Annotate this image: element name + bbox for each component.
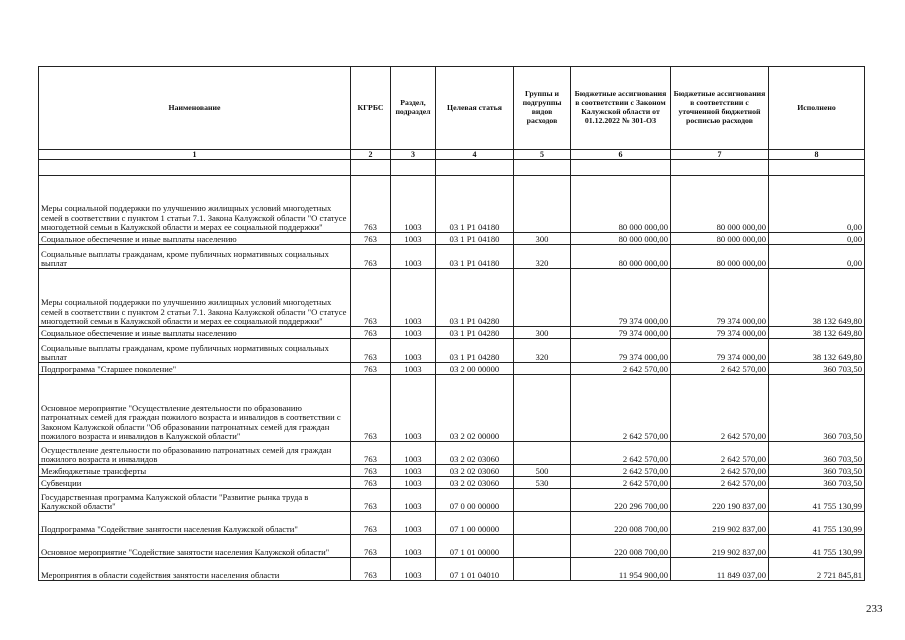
cell-law-amount: 2 642 570,00	[571, 442, 671, 465]
table-row	[39, 233, 865, 245]
cell-plan-amount: 80 000 000,00	[671, 233, 769, 245]
column-number: 6	[571, 150, 671, 160]
cell-executed-amount: 360 703,50	[769, 465, 865, 477]
cell-kgrbs: 763	[351, 442, 391, 465]
cell-expense-group: 320	[514, 339, 571, 363]
cell-kgrbs: 763	[351, 535, 391, 558]
cell-name: Социальные выплаты гражданам, кроме публичных нормативных социальных выплат	[39, 339, 351, 363]
cell-executed-amount: 0,00	[769, 176, 865, 233]
column-number: 3	[391, 150, 436, 160]
table-row	[39, 512, 865, 535]
cell-expense-group	[514, 375, 571, 442]
table-row	[39, 558, 865, 581]
cell-plan-amount: 220 190 837,00	[671, 489, 769, 512]
cell-kgrbs: 763	[351, 558, 391, 581]
cell-executed-amount: 0,00	[769, 233, 865, 245]
cell-section: 1003	[391, 489, 436, 512]
cell-executed-amount: 360 703,50	[769, 375, 865, 442]
table-row	[39, 176, 865, 233]
cell-expense-group: 320	[514, 245, 571, 269]
cell-section: 1003	[391, 269, 436, 327]
cell-section: 1003	[391, 442, 436, 465]
cell-section: 1003	[391, 512, 436, 535]
cell-kgrbs: 763	[351, 363, 391, 375]
cell-name: Государственная программа Калужской области "Развитие рынка труда в Калужской области"	[39, 489, 351, 512]
cell-plan-amount: 79 374 000,00	[671, 339, 769, 363]
cell-section: 1003	[391, 176, 436, 233]
cell-target-article: 07 1 01 00000	[436, 535, 514, 558]
cell-executed-amount: 38 132 649,80	[769, 269, 865, 327]
cell-expense-group	[514, 442, 571, 465]
cell-target-article: 03 1 P1 04180	[436, 176, 514, 233]
header-law-allocations: Бюджетные ассигнования в соответствии с Законом Калужской области от 01.12.2022 № 301-ОЗ	[571, 67, 671, 150]
table-row	[39, 477, 865, 489]
column-number: 8	[769, 150, 865, 160]
cell-target-article: 03 1 P1 04180	[436, 245, 514, 269]
cell-name: Субвенции	[39, 477, 351, 489]
column-number: 4	[436, 150, 514, 160]
cell-kgrbs: 763	[351, 375, 391, 442]
cell-target-article: 03 2 02 03060	[436, 477, 514, 489]
cell-executed-amount: 41 755 130,99	[769, 512, 865, 535]
cell-target-article: 03 2 02 03060	[436, 465, 514, 477]
cell-kgrbs: 763	[351, 176, 391, 233]
cell-plan-amount: 11 849 037,00	[671, 558, 769, 581]
cell-law-amount: 80 000 000,00	[571, 176, 671, 233]
cell-expense-group: 300	[514, 233, 571, 245]
page-number: 233	[866, 603, 883, 615]
cell-kgrbs: 763	[351, 477, 391, 489]
cell-expense-group: 530	[514, 477, 571, 489]
table-row	[39, 245, 865, 269]
cell-plan-amount: 219 902 837,00	[671, 512, 769, 535]
cell-target-article: 03 2 00 00000	[436, 363, 514, 375]
cell-expense-group	[514, 363, 571, 375]
cell-section: 1003	[391, 233, 436, 245]
table-row	[39, 442, 865, 465]
cell-kgrbs: 763	[351, 339, 391, 363]
cell-name: Мероприятия в области содействия занятости населения области	[39, 558, 351, 581]
cell-plan-amount: 2 642 570,00	[671, 477, 769, 489]
table-body	[39, 160, 865, 581]
cell-plan-amount: 79 374 000,00	[671, 269, 769, 327]
cell-target-article: 03 1 P1 04280	[436, 269, 514, 327]
cell-target-article: 07 1 00 00000	[436, 512, 514, 535]
cell-law-amount: 79 374 000,00	[571, 327, 671, 339]
cell-name: Меры социальной поддержки по улучшению жилищных условий многодетных семей в соответствии с пунктом 2 статьи 7.1. Закона Калужской области "О статусе многодетной семьи в Калужской области и мерах ее социальной поддержки"	[39, 269, 351, 327]
cell-section: 1003	[391, 375, 436, 442]
cell-kgrbs: 763	[351, 512, 391, 535]
cell-executed-amount: 0,00	[769, 245, 865, 269]
cell-plan-amount: 2 642 570,00	[671, 375, 769, 442]
cell-name: Межбюджетные трансферты	[39, 465, 351, 477]
cell-name: Основное мероприятие "Осуществление деятельности по образованию патронатных семей для граждан пожилого возраста и инвалидов в соответствии с Законом Калужской области "Об образовании патронатных семей для граждан пожилого возраста и инвалидов в Калужской области"	[39, 375, 351, 442]
cell-law-amount: 80 000 000,00	[571, 245, 671, 269]
cell-executed-amount: 360 703,50	[769, 363, 865, 375]
header-target-article: Целевая статья	[436, 67, 514, 150]
cell-executed-amount: 360 703,50	[769, 477, 865, 489]
cell-plan-amount: 80 000 000,00	[671, 245, 769, 269]
cell-law-amount: 2 642 570,00	[571, 363, 671, 375]
column-number: 2	[351, 150, 391, 160]
cell-executed-amount: 360 703,50	[769, 442, 865, 465]
cell-name: Социальные выплаты гражданам, кроме публичных нормативных социальных выплат	[39, 245, 351, 269]
table-spacer-row	[39, 160, 865, 176]
cell-section: 1003	[391, 558, 436, 581]
cell-plan-amount: 79 374 000,00	[671, 327, 769, 339]
column-number: 1	[39, 150, 351, 160]
cell-executed-amount: 2 721 845,81	[769, 558, 865, 581]
cell-law-amount: 79 374 000,00	[571, 339, 671, 363]
cell-name: Основное мероприятие "Содействие занятости населения Калужской области"	[39, 535, 351, 558]
cell-section: 1003	[391, 339, 436, 363]
cell-kgrbs: 763	[351, 465, 391, 477]
cell-expense-group	[514, 489, 571, 512]
cell-target-article: 03 1 P1 04180	[436, 233, 514, 245]
cell-plan-amount: 2 642 570,00	[671, 465, 769, 477]
column-number: 5	[514, 150, 571, 160]
cell-executed-amount: 38 132 649,80	[769, 327, 865, 339]
cell-plan-amount: 219 902 837,00	[671, 535, 769, 558]
cell-expense-group	[514, 269, 571, 327]
cell-section: 1003	[391, 477, 436, 489]
cell-name: Подпрограмма "Содействие занятости населения Калужской области"	[39, 512, 351, 535]
cell-law-amount: 80 000 000,00	[571, 233, 671, 245]
cell-law-amount: 2 642 570,00	[571, 465, 671, 477]
cell-section: 1003	[391, 327, 436, 339]
cell-target-article: 03 1 P1 04280	[436, 327, 514, 339]
cell-expense-group	[514, 176, 571, 233]
table-row	[39, 269, 865, 327]
header-expense-groups: Группы и подгруппы видов расходов	[514, 67, 571, 150]
cell-section: 1003	[391, 465, 436, 477]
cell-kgrbs: 763	[351, 269, 391, 327]
cell-law-amount: 2 642 570,00	[571, 375, 671, 442]
cell-executed-amount: 41 755 130,99	[769, 489, 865, 512]
cell-name: Подпрограмма "Старшее поколение"	[39, 363, 351, 375]
cell-plan-amount: 80 000 000,00	[671, 176, 769, 233]
header-section: Раздел, подраздел	[391, 67, 436, 150]
cell-plan-amount: 2 642 570,00	[671, 363, 769, 375]
cell-expense-group	[514, 558, 571, 581]
table-row	[39, 339, 865, 363]
cell-kgrbs: 763	[351, 233, 391, 245]
cell-target-article: 07 0 00 00000	[436, 489, 514, 512]
cell-section: 1003	[391, 363, 436, 375]
cell-plan-amount: 2 642 570,00	[671, 442, 769, 465]
cell-section: 1003	[391, 245, 436, 269]
table-row	[39, 535, 865, 558]
budget-table	[38, 66, 865, 581]
cell-kgrbs: 763	[351, 327, 391, 339]
column-number: 7	[671, 150, 769, 160]
cell-kgrbs: 763	[351, 489, 391, 512]
cell-target-article: 03 1 P1 04280	[436, 339, 514, 363]
cell-law-amount: 11 954 900,00	[571, 558, 671, 581]
cell-law-amount: 79 374 000,00	[571, 269, 671, 327]
cell-law-amount: 220 296 700,00	[571, 489, 671, 512]
cell-target-article: 07 1 01 04010	[436, 558, 514, 581]
cell-expense-group: 500	[514, 465, 571, 477]
cell-target-article: 03 2 02 00000	[436, 375, 514, 442]
cell-expense-group	[514, 512, 571, 535]
cell-law-amount: 2 642 570,00	[571, 477, 671, 489]
cell-name: Социальное обеспечение и иные выплаты населению	[39, 327, 351, 339]
cell-expense-group: 300	[514, 327, 571, 339]
table-row	[39, 375, 865, 442]
cell-expense-group	[514, 535, 571, 558]
table-row	[39, 489, 865, 512]
cell-name: Социальное обеспечение и иные выплаты населению	[39, 233, 351, 245]
header-name: Наименование	[39, 67, 351, 150]
cell-name: Меры социальной поддержки по улучшению жилищных условий многодетных семей в соответствии с пунктом 1 статьи 7.1. Закона Калужской области "О статусе многодетной семьи в Калужской области и мерах ее социальной поддержки"	[39, 176, 351, 233]
table-row	[39, 363, 865, 375]
cell-law-amount: 220 008 700,00	[571, 535, 671, 558]
cell-executed-amount: 38 132 649,80	[769, 339, 865, 363]
header-refined-allocations: Бюджетные ассигнования в соответствии с уточненной бюджетной росписью расходов	[671, 67, 769, 150]
header-executed: Исполнено	[769, 67, 865, 150]
cell-target-article: 03 2 02 03060	[436, 442, 514, 465]
cell-section: 1003	[391, 535, 436, 558]
table-header	[39, 67, 865, 160]
cell-kgrbs: 763	[351, 245, 391, 269]
header-kgrbs: КГРБС	[351, 67, 391, 150]
cell-law-amount: 220 008 700,00	[571, 512, 671, 535]
cell-name: Осуществление деятельности по образованию патронатных семей для граждан пожилого возраста и инвалидов	[39, 442, 351, 465]
cell-executed-amount: 41 755 130,99	[769, 535, 865, 558]
table-row	[39, 465, 865, 477]
table-row	[39, 327, 865, 339]
